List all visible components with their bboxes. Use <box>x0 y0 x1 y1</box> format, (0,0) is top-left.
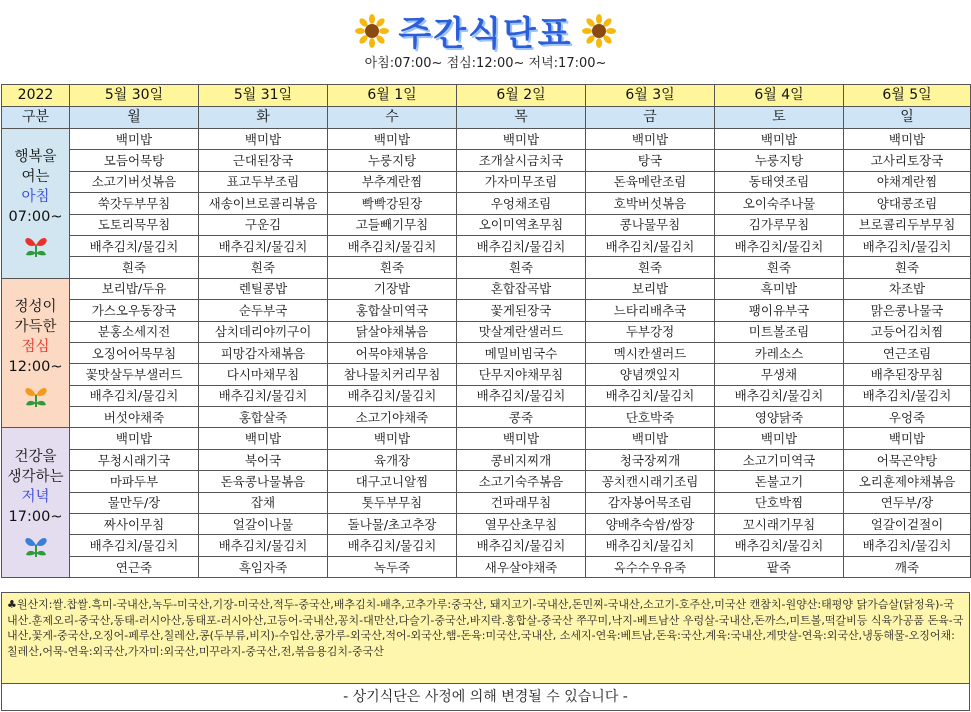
menu-item: 무청시래기국 <box>70 449 199 470</box>
breakfast-label-cell <box>2 129 70 279</box>
menu-item: 버섯야채죽 <box>70 407 199 428</box>
menu-item: 표고두부조림 <box>199 171 328 192</box>
breakfast-row <box>2 193 971 214</box>
menu-item: 오이숙주나물 <box>715 193 844 214</box>
menu-item: 배추김치/물김치 <box>328 385 457 406</box>
menu-item: 흰죽 <box>844 257 971 278</box>
date-cell: 6월 1일 <box>328 85 457 107</box>
menu-item: 배추김치/물김치 <box>199 535 328 556</box>
menu-item: 북어국 <box>199 449 328 470</box>
header <box>0 0 971 82</box>
breakfast-row <box>2 150 971 171</box>
lunch-row <box>2 342 971 363</box>
meal-time: 17:00~ <box>8 508 63 525</box>
menu-item: 보리밥 <box>586 278 715 299</box>
meal-caption-line1: 행복을 <box>14 149 57 166</box>
menu-item: 단호박찜 <box>715 492 844 513</box>
menu-item: 육개장 <box>328 449 457 470</box>
title-row <box>0 6 971 55</box>
meal-time: 07:00~ <box>8 209 63 226</box>
meal-caption-line1: 건강을 <box>14 448 57 465</box>
menu-item: 순두부국 <box>199 300 328 321</box>
menu-item: 청국장찌개 <box>586 449 715 470</box>
breakfast-row <box>2 257 971 278</box>
origin-note: ♣원산지:쌀.찹쌀.흑미-국내산,녹두-미국산,기장-미국산,적두-중국산,배추김치-배추,고추가루:중국산, 돼지고기-국내산,돈민찌-국내산,소고기-호주산,미국산 캔참치-원양산:태평양 닭가슴살(닭정육)-국내산.훈제오리-중국산,동태-러시아산,동태포-러시아산,고등어-국내산,꽁치-대만산,다슬기-중국산,바지락.홍합살-중국산 쭈꾸미,낙지-베트남산 우렁살-국내산,돈까스,미트볼,떡갈비등 식육가공품 돈육-국내산,꽃게-중국산,오징어-페루산,칠레산,콩(두부류,비지)-수입산,콩가루-외국산,적어-외국산,햄-돈육:미국산,국내산, 소세지-연육:베트남,돈육:국산,계육:국내산,게맛살-연육:외국산,냉동해물-오징어채:칠레산,어묵-연육:외국산,가자미:외국산,미꾸라지-중국산,전,볶음용김치-중국산 <box>1 592 970 684</box>
dinner-row <box>2 556 971 577</box>
menu-item: 우엉죽 <box>844 407 971 428</box>
menu-item: 다시마채무침 <box>199 364 328 385</box>
menu-item: 동태엿조림 <box>715 171 844 192</box>
menu-item: 모듬어묵탕 <box>70 150 199 171</box>
dinner-row <box>2 492 971 513</box>
date-cell: 5월 30일 <box>70 85 199 107</box>
menu-item: 배추김치/물김치 <box>715 385 844 406</box>
orange-flower-icon <box>21 381 51 409</box>
menu-item: 얼갈이겉절이 <box>844 514 971 535</box>
menu-item: 빡빡강된장 <box>328 193 457 214</box>
menu-item: 삼치데리야끼구이 <box>199 321 328 342</box>
date-cell: 6월 4일 <box>715 85 844 107</box>
menu-item: 가자미무조림 <box>457 171 586 192</box>
menu-item: 배추된장무침 <box>844 364 971 385</box>
menu-item: 꽃게된장국 <box>457 300 586 321</box>
menu-item: 백미밥 <box>199 428 328 449</box>
menu-item: 우엉채조림 <box>457 193 586 214</box>
lunch-row <box>2 364 971 385</box>
menu-item: 꼬시래기무침 <box>715 514 844 535</box>
menu-item: 백미밥 <box>457 428 586 449</box>
meal-caption-line2: 여는 <box>21 169 50 186</box>
menu-item: 어묵곤약탕 <box>844 449 971 470</box>
meal-name: 점심 <box>21 339 50 356</box>
menu-item: 소고기미역국 <box>715 449 844 470</box>
menu-item: 흰죽 <box>586 257 715 278</box>
menu-item: 배추김치/물김치 <box>328 235 457 256</box>
menu-item: 백미밥 <box>715 129 844 150</box>
meal-caption-line2: 가득한 <box>14 319 57 336</box>
menu-item: 배추김치/물김치 <box>70 385 199 406</box>
lunch-row <box>2 407 971 428</box>
menu-item: 배추김치/물김치 <box>586 385 715 406</box>
menu-item: 꽁치캔시래기조림 <box>586 471 715 492</box>
menu-item: 배추김치/물김치 <box>715 535 844 556</box>
menu-item: 백미밥 <box>328 129 457 150</box>
dinner-row <box>2 428 971 449</box>
menu-item: 누룽지탕 <box>328 150 457 171</box>
menu-item: 고들빼기무침 <box>328 214 457 235</box>
meal-name: 저녁 <box>21 488 50 505</box>
menu-item: 차조밥 <box>844 278 971 299</box>
menu-item: 참나물치커리무침 <box>328 364 457 385</box>
menu-item: 백미밥 <box>457 129 586 150</box>
lunch-row <box>2 385 971 406</box>
lunch-label-cell <box>2 278 70 428</box>
menu-item: 홍합살죽 <box>199 407 328 428</box>
menu-item: 백미밥 <box>586 129 715 150</box>
menu-item: 백미밥 <box>328 428 457 449</box>
date-row <box>2 85 971 107</box>
menu-item: 새송이브로콜리볶음 <box>199 193 328 214</box>
page-title: 주간식단표 <box>398 14 573 54</box>
menu-item: 느타리배추국 <box>586 300 715 321</box>
menu-item: 돈불고기 <box>715 471 844 492</box>
menu-item: 김가루무침 <box>715 214 844 235</box>
year-cell: 2022 <box>2 85 70 107</box>
menu-item: 단호박죽 <box>586 407 715 428</box>
breakfast-row <box>2 129 971 150</box>
sunflower-icon <box>355 14 389 48</box>
menu-item: 쑥갓두부무침 <box>70 193 199 214</box>
menu-item: 배추김치/물김치 <box>586 235 715 256</box>
menu-item: 근대된장국 <box>199 150 328 171</box>
menu-item: 돌나물/초고추장 <box>328 514 457 535</box>
menu-item: 백미밥 <box>586 428 715 449</box>
menu-item: 콩죽 <box>457 407 586 428</box>
menu-item: 팽이유부국 <box>715 300 844 321</box>
meal-time: 12:00~ <box>8 359 63 376</box>
menu-item: 배추김치/물김치 <box>844 535 971 556</box>
menu-item: 마파두부 <box>70 471 199 492</box>
menu-item: 백미밥 <box>199 129 328 150</box>
date-cell: 6월 3일 <box>586 85 715 107</box>
breakfast-row <box>2 171 971 192</box>
menu-item: 단무지야채무침 <box>457 364 586 385</box>
menu-item: 무생채 <box>715 364 844 385</box>
menu-item: 멕시칸샐러드 <box>586 342 715 363</box>
menu-item: 맑은콩나물국 <box>844 300 971 321</box>
menu-item: 새우살야채죽 <box>457 556 586 577</box>
menu-item: 혼합잡곡밥 <box>457 278 586 299</box>
menu-item: 오이미역초무침 <box>457 214 586 235</box>
dinner-row <box>2 535 971 556</box>
menu-item: 흑미밥 <box>715 278 844 299</box>
menu-item: 꽃맛살두부샐러드 <box>70 364 199 385</box>
menu-item: 연두부/장 <box>844 492 971 513</box>
category-label: 구분 <box>2 107 70 129</box>
menu-item: 닭살야채볶음 <box>328 321 457 342</box>
dinner-row <box>2 514 971 535</box>
menu-item: 백미밥 <box>70 428 199 449</box>
menu-item: 배추김치/물김치 <box>586 535 715 556</box>
weekday-cell: 화 <box>199 107 328 129</box>
menu-item: 탕국 <box>586 150 715 171</box>
menu-item: 양념깻잎지 <box>586 364 715 385</box>
menu-item: 얼갈이나물 <box>199 514 328 535</box>
weekday-cell: 수 <box>328 107 457 129</box>
menu-item: 흰죽 <box>328 257 457 278</box>
menu-item: 백미밥 <box>844 428 971 449</box>
breakfast-row <box>2 235 971 256</box>
menu-item: 백미밥 <box>844 129 971 150</box>
menu-item: 피망감자채볶음 <box>199 342 328 363</box>
menu-item: 돈육콩나물볶음 <box>199 471 328 492</box>
dinner-row <box>2 471 971 492</box>
menu-item: 배추김치/물김치 <box>70 535 199 556</box>
menu-item: 배추김치/물김치 <box>844 385 971 406</box>
menu-item: 배추김치/물김치 <box>715 235 844 256</box>
menu-item: 카레소스 <box>715 342 844 363</box>
dinner-label-cell <box>2 428 70 578</box>
menu-item: 배추김치/물김치 <box>457 385 586 406</box>
menu-item: 양배추숙쌈/쌈장 <box>586 514 715 535</box>
menu-item: 배추김치/물김치 <box>844 235 971 256</box>
menu-item: 구운김 <box>199 214 328 235</box>
menu-item: 짜사이무침 <box>70 514 199 535</box>
sunflower-icon <box>582 14 616 48</box>
menu-item: 열무산초무침 <box>457 514 586 535</box>
blue-flower-icon <box>21 531 51 559</box>
menu-item: 부추계란찜 <box>328 171 457 192</box>
weekday-cell: 일 <box>844 107 971 129</box>
menu-item: 오징어어묵무침 <box>70 342 199 363</box>
menu-item: 옥수수우유죽 <box>586 556 715 577</box>
menu-item: 흰죽 <box>457 257 586 278</box>
meal-caption-line1: 정성이 <box>14 299 57 316</box>
menu-item: 녹두죽 <box>328 556 457 577</box>
menu-item: 흰죽 <box>715 257 844 278</box>
menu-item: 감자봉어묵조림 <box>586 492 715 513</box>
menu-item: 돈육메란조림 <box>586 171 715 192</box>
menu-item: 야채계란찜 <box>844 171 971 192</box>
menu-item: 보리밥/두유 <box>70 278 199 299</box>
weekday-cell: 금 <box>586 107 715 129</box>
weekday-cell: 월 <box>70 107 199 129</box>
menu-item: 톳두부무침 <box>328 492 457 513</box>
menu-item: 기장밥 <box>328 278 457 299</box>
menu-item: 배추김치/물김치 <box>70 235 199 256</box>
menu-item: 소고기버섯볶음 <box>70 171 199 192</box>
menu-item: 배추김치/물김치 <box>457 535 586 556</box>
menu-item: 잡채 <box>199 492 328 513</box>
menu-item: 연근조림 <box>844 342 971 363</box>
menu-item: 누룽지탕 <box>715 150 844 171</box>
menu-item: 호박버섯볶음 <box>586 193 715 214</box>
meal-times: 아침:07:00~ 점심:12:00~ 저녁:17:00~ <box>364 56 607 71</box>
menu-item: 미트볼조림 <box>715 321 844 342</box>
weekday-cell: 토 <box>715 107 844 129</box>
menu-item: 물만두/장 <box>70 492 199 513</box>
meal-name: 아침 <box>21 189 50 206</box>
menu-item: 콩나물무침 <box>586 214 715 235</box>
meal-caption-line2: 생각하는 <box>7 468 64 485</box>
menu-item: 영양닭죽 <box>715 407 844 428</box>
date-cell: 6월 2일 <box>457 85 586 107</box>
menu-item: 배추김치/물김치 <box>199 235 328 256</box>
menu-item: 소고기숙주볶음 <box>457 471 586 492</box>
date-cell: 6월 5일 <box>844 85 971 107</box>
breakfast-row <box>2 214 971 235</box>
menu-item: 흑임자죽 <box>199 556 328 577</box>
menu-item: 백미밥 <box>70 129 199 150</box>
weekday-row <box>2 107 971 129</box>
menu-item: 팥죽 <box>715 556 844 577</box>
menu-item: 배추김치/물김치 <box>328 535 457 556</box>
menu-item: 조개살시금치국 <box>457 150 586 171</box>
menu-item: 흰죽 <box>199 257 328 278</box>
menu-item: 콩비지찌개 <box>457 449 586 470</box>
menu-item: 두부강정 <box>586 321 715 342</box>
menu-item: 건파래무침 <box>457 492 586 513</box>
menu-item: 고사리토장국 <box>844 150 971 171</box>
lunch-row <box>2 321 971 342</box>
menu-item: 백미밥 <box>715 428 844 449</box>
menu-item: 연근죽 <box>70 556 199 577</box>
menu-item: 렌틸콩밥 <box>199 278 328 299</box>
menu-item: 대구고니알찜 <box>328 471 457 492</box>
menu-item: 분홍소세지전 <box>70 321 199 342</box>
menu-item: 배추김치/물김치 <box>457 235 586 256</box>
lunch-row <box>2 300 971 321</box>
menu-item: 맛살계란샐러드 <box>457 321 586 342</box>
lunch-row <box>2 278 971 299</box>
menu-item: 어묵야채볶음 <box>328 342 457 363</box>
date-cell: 5월 31일 <box>199 85 328 107</box>
menu-item: 흰죽 <box>70 257 199 278</box>
menu-item: 소고기야채죽 <box>328 407 457 428</box>
menu-item: 양대콩조림 <box>844 193 971 214</box>
menu-table <box>1 84 971 578</box>
menu-item: 깨죽 <box>844 556 971 577</box>
menu-item: 메밀비빔국수 <box>457 342 586 363</box>
menu-item: 배추김치/물김치 <box>199 385 328 406</box>
menu-item: 오리훈제야채볶음 <box>844 471 971 492</box>
menu-item: 홍합살미역국 <box>328 300 457 321</box>
menu-item: 브로콜리두부무침 <box>844 214 971 235</box>
menu-item: 도토리묵무침 <box>70 214 199 235</box>
menu-item: 가스오우동장국 <box>70 300 199 321</box>
weekday-cell: 목 <box>457 107 586 129</box>
red-flower-icon <box>21 231 51 259</box>
footer-disclaimer: - 상기식단은 사정에 의해 변경될 수 있습니다 - <box>1 684 970 711</box>
dinner-row <box>2 449 971 470</box>
menu-item: 고등어김치찜 <box>844 321 971 342</box>
